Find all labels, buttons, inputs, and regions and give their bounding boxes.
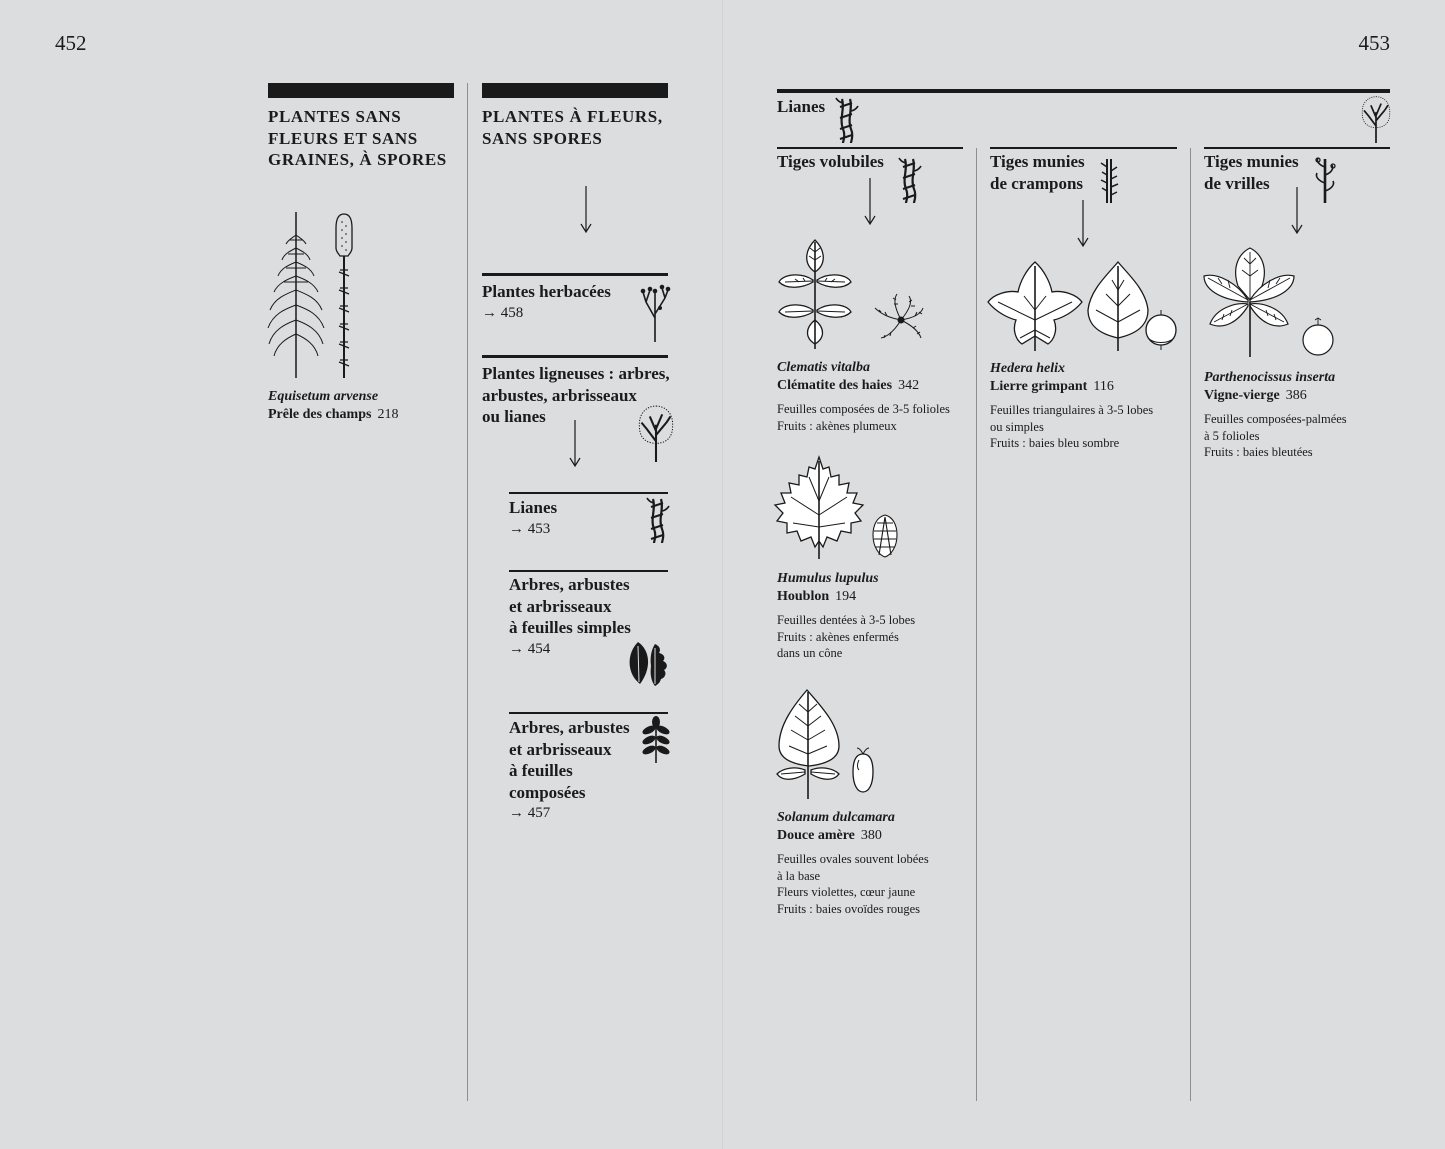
flower-heading: PLANTES À FLEURS, SANS SPORES	[482, 107, 663, 148]
twining-stem-icon	[898, 157, 922, 203]
horsetail-illustration	[264, 210, 364, 380]
spore-heading: PLANTES SANS FLEURS ET SANS GRAINES, À SPORES	[268, 107, 447, 169]
simple-leaf-icon	[624, 640, 670, 688]
species-description: Feuilles composées de 3-5 folioles Fruits : akènes plumeux	[777, 402, 950, 433]
species-description: Feuilles ovales souvent lobées à la base Fleurs violettes, cœur jaune Fruits : baies ovoïdes rouges	[777, 852, 929, 916]
species-description: Feuilles dentées à 3-5 lobes Fruits : akènes enfermés dans un cône	[777, 613, 916, 660]
latin-name: Solanum dulcamara	[777, 810, 895, 825]
common-name-text: Vigne-vierge	[1204, 388, 1280, 403]
divider-rule	[509, 712, 668, 714]
latin-name: Humulus lupulus	[777, 571, 879, 586]
humulus-illustration	[777, 455, 907, 560]
common-name-text: Clématite des haies	[777, 378, 893, 393]
arrow-down-icon	[1075, 200, 1091, 248]
species-entry	[777, 809, 977, 917]
divider-rule	[509, 570, 668, 572]
page-gutter	[722, 0, 723, 1149]
latin-name: Clematis vitalba	[777, 360, 870, 375]
simple-leaves-title: Arbres, arbustes et arbrisseaux à feuilles simples	[509, 575, 631, 637]
tree-icon	[1360, 95, 1392, 143]
clematis-illustration	[777, 238, 927, 350]
arrow-down-icon	[862, 178, 878, 226]
common-name-text: Lierre grimpant	[990, 379, 1088, 394]
latin-name: Equisetum arvense	[268, 389, 379, 404]
arrow-down-icon	[578, 186, 594, 234]
liana-icon	[835, 97, 859, 143]
species-description: Feuilles composées-palmées à 5 folioles Fruits : baies bleutées	[1204, 412, 1347, 459]
common-name	[1204, 387, 1404, 405]
lianas-ref[interactable]: → 453	[509, 521, 551, 537]
common-name	[268, 406, 468, 424]
species-description: Feuilles triangulaires à 3-5 lobes ou simples Fruits : baies bleu sombre	[990, 403, 1154, 450]
section-bar	[777, 89, 1390, 93]
divider-rule	[1204, 147, 1390, 149]
page-ref: 116	[1093, 379, 1114, 394]
common-name	[777, 827, 977, 845]
solanum-illustration	[777, 688, 877, 800]
arrow-down-icon	[1289, 187, 1305, 235]
lianas-page-title: Lianes	[777, 97, 826, 116]
compound-leaves-title: Arbres, arbustes et arbrisseaux à feuilles composées	[509, 718, 630, 802]
common-name-text: Houblon	[777, 589, 830, 604]
page-number-left: 452	[55, 31, 87, 55]
page-ref: 380	[860, 828, 882, 843]
common-name	[990, 378, 1190, 396]
herbaceous-ref[interactable]: → 458	[482, 305, 524, 321]
common-name-text: Douce amère	[777, 828, 855, 843]
simple-leaves-ref[interactable]: → 454	[509, 641, 551, 657]
common-name-text: Prêle des champs	[268, 407, 372, 422]
latin-name: Parthenocissus inserta	[1204, 370, 1336, 385]
species-entry	[777, 570, 977, 662]
compound-leaf-icon	[642, 716, 670, 764]
common-name	[777, 377, 977, 395]
parthenocissus-illustration	[1204, 246, 1339, 358]
herbaceous-title: Plantes herbacées	[482, 282, 611, 301]
section-bar	[268, 83, 454, 98]
page-ref: 342	[898, 378, 920, 393]
hedera-illustration	[990, 260, 1180, 352]
page-ref: 386	[1285, 388, 1307, 403]
lianas-title: Lianes	[509, 498, 558, 517]
species-entry	[777, 359, 977, 434]
divider-rule	[509, 492, 668, 494]
section-bar	[482, 83, 668, 98]
tree-icon	[638, 404, 674, 462]
clinging-root-icon	[1098, 157, 1120, 203]
woody-title: Plantes ligneuses : arbres, arbustes, arbrisseaux ou lianes	[482, 364, 670, 426]
column-heading-crampons: Tiges munies de crampons	[990, 152, 1085, 193]
page-number-right: 453	[1358, 31, 1390, 55]
divider-rule	[990, 147, 1177, 149]
page-ref: 218	[377, 407, 399, 422]
tendril-icon	[1312, 157, 1338, 203]
compound-leaves-ref[interactable]: → 457	[509, 805, 551, 821]
divider-rule	[482, 273, 668, 276]
species-entry	[268, 388, 468, 424]
species-entry	[990, 360, 1190, 452]
column-divider	[1190, 148, 1191, 1101]
herb-icon	[640, 284, 670, 344]
divider-rule	[482, 355, 668, 358]
column-divider	[467, 83, 468, 1101]
common-name	[777, 588, 977, 606]
divider-rule	[777, 147, 963, 149]
page-ref: 194	[835, 589, 857, 604]
arrow-down-icon	[567, 420, 583, 468]
liana-icon	[646, 497, 670, 543]
latin-name: Hedera helix	[990, 361, 1066, 376]
species-entry	[1204, 369, 1404, 461]
column-heading-volubiles: Tiges volubiles	[777, 152, 884, 171]
column-heading-vrilles: Tiges munies de vrilles	[1204, 152, 1299, 193]
